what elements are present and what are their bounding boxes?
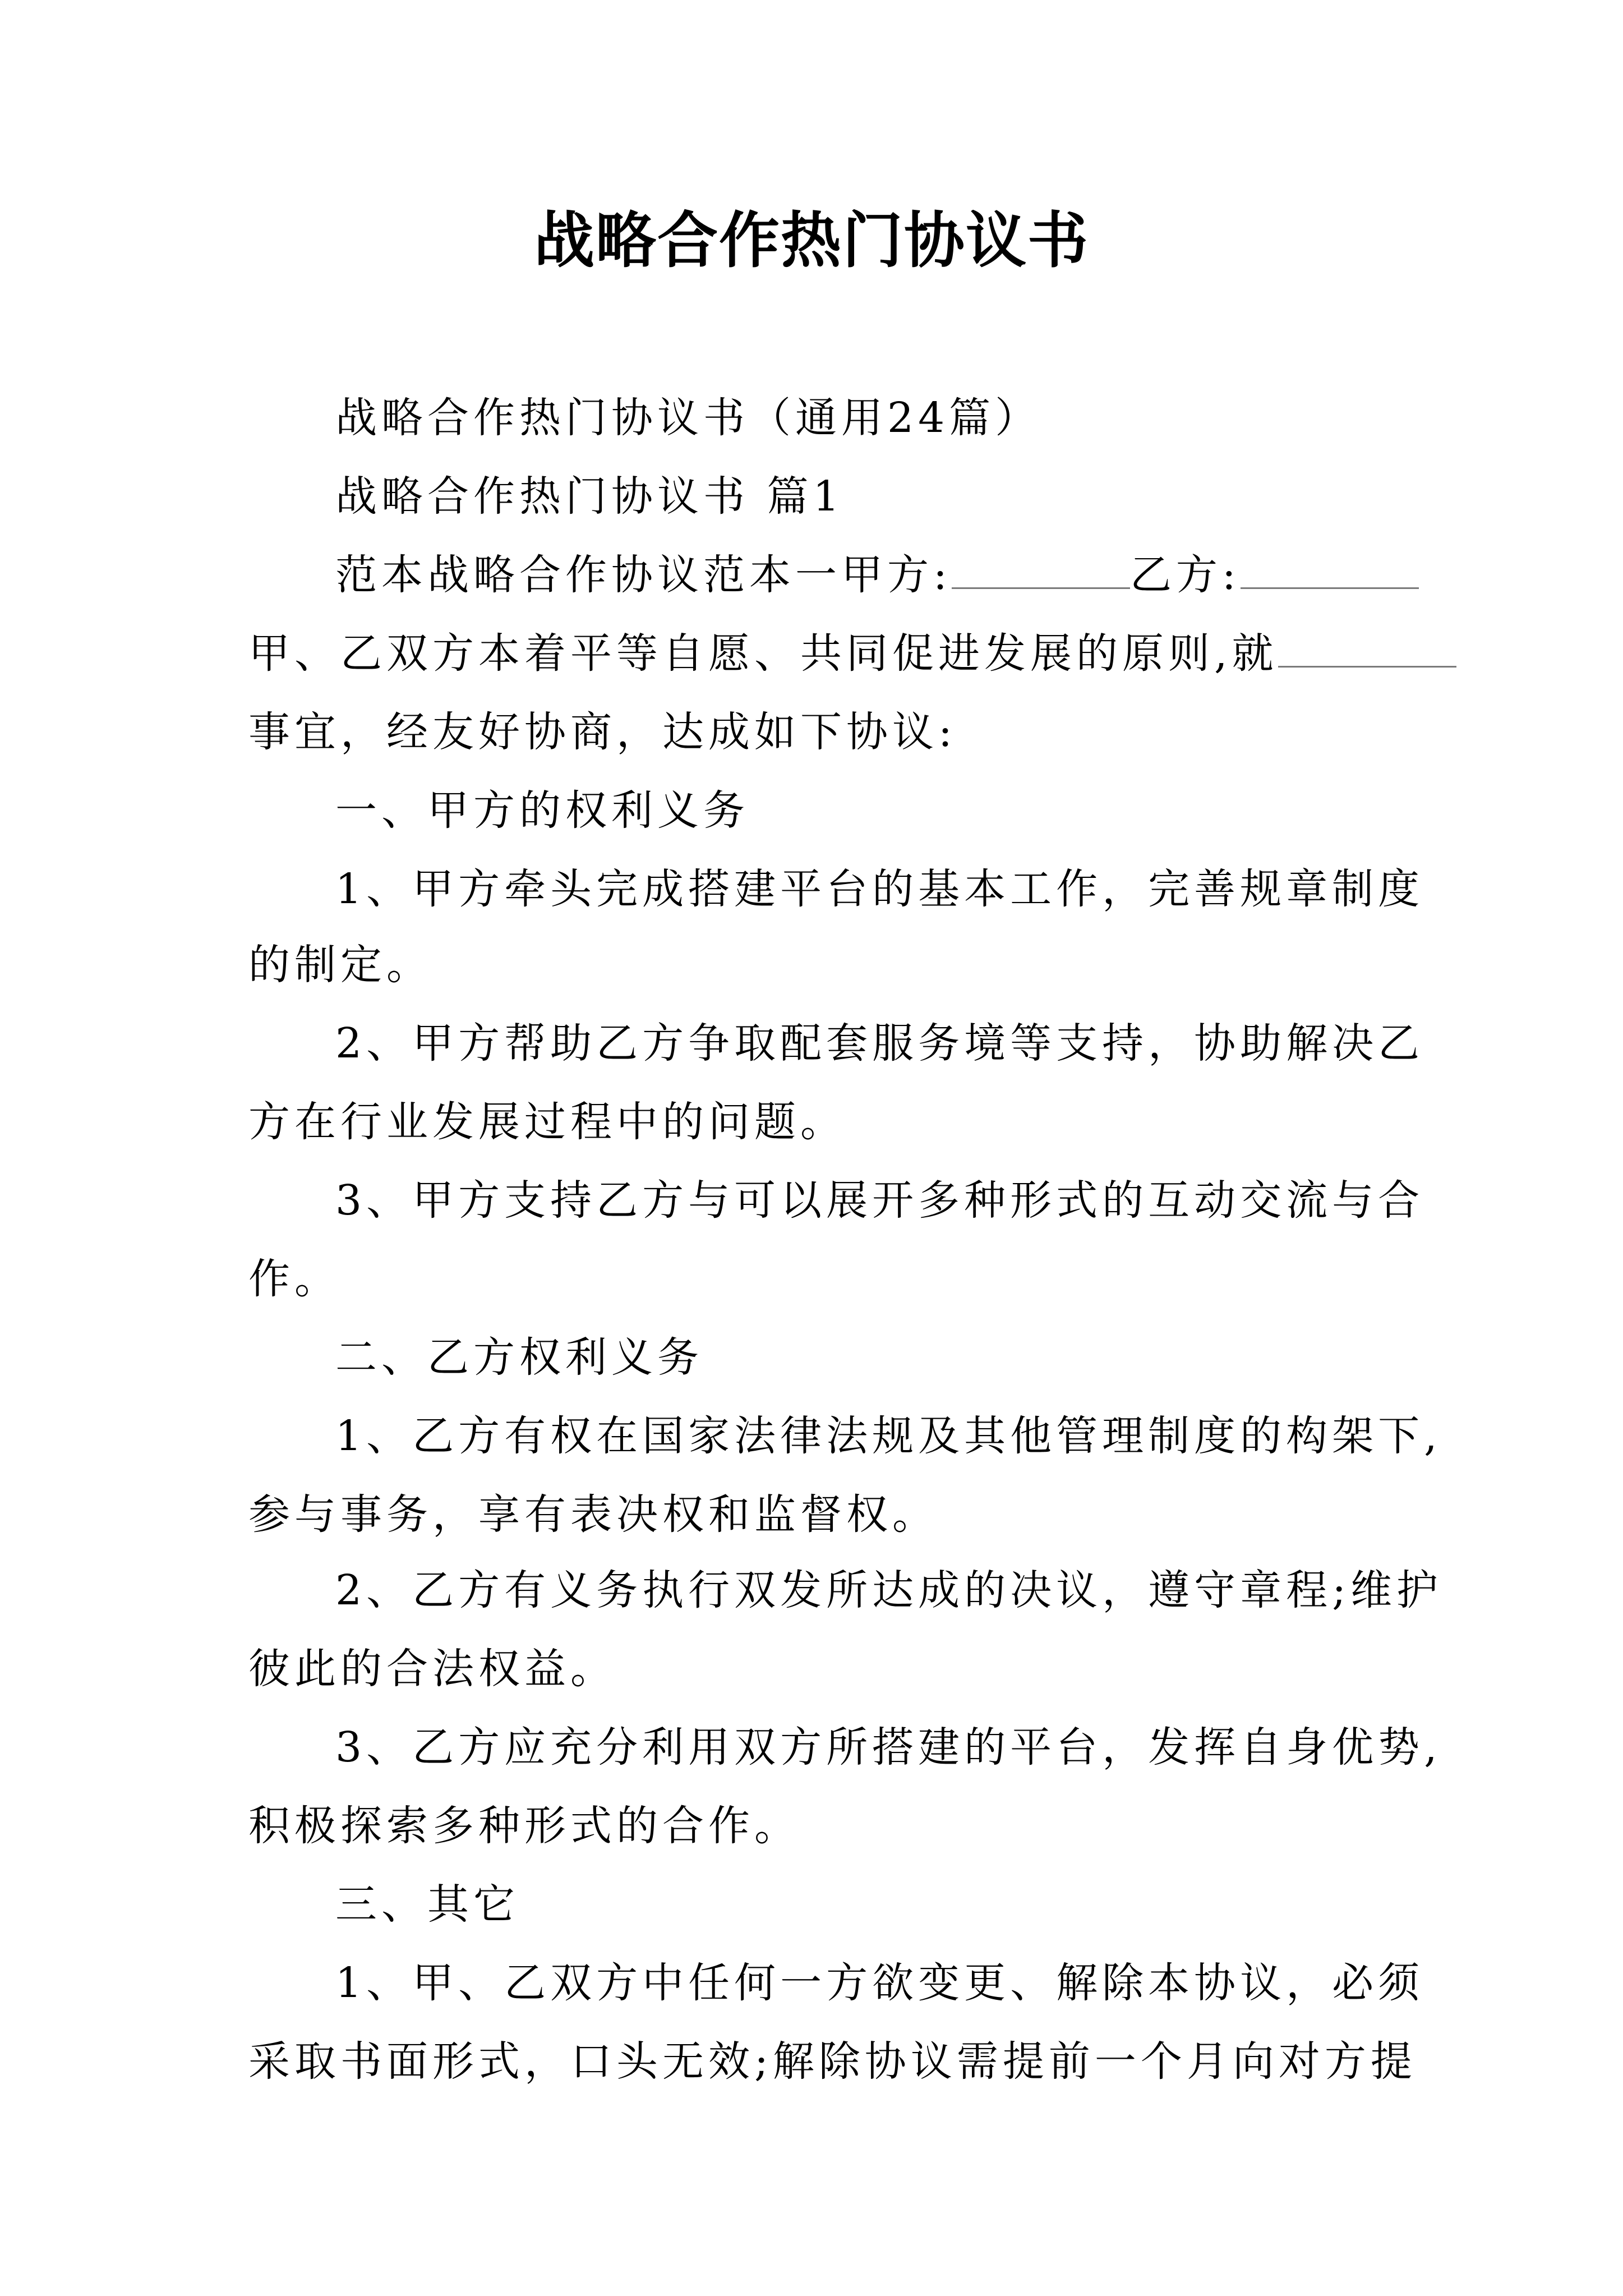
paragraph-line: 1、甲方牵头完成搭建平台的基本工作，完善规章制度: [335, 865, 1424, 913]
paragraph-line: 参与事务，享有表决权和监督权。: [248, 1490, 938, 1539]
paragraph-line: 采取书面形式，口头无效;解除协议需提前一个月向对方提: [248, 2037, 1417, 2086]
document-title: 战略合作热门协议书: [533, 206, 1089, 276]
section-heading: 三、其它: [335, 1880, 519, 1929]
paragraph-line: 1、甲、乙双方中任何一方欲变更、解除本协议，必须: [335, 1959, 1424, 2007]
paragraph-line: 2、甲方帮助乙方争取配套服务境等支持，协助解决乙: [335, 1019, 1424, 1068]
paragraph-line: 1、乙方有权在国家法律法规及其他管理制度的构架下,: [335, 1412, 1442, 1460]
section-heading: 战略合作热门协议书 篇1: [335, 472, 844, 521]
subtitle-line: 战略合作热门协议书（通用24篇）: [335, 394, 1041, 442]
paragraph-line: 方在行业发展过程中的问题。: [248, 1098, 846, 1146]
section-heading: 二、乙方权利义务: [335, 1333, 703, 1382]
section-heading: 一、甲方的权利义务: [335, 786, 749, 835]
paragraph-line: 彼此的合法权益。: [248, 1645, 616, 1693]
blank-underline: [1278, 632, 1456, 668]
paragraph-line: [248, 623, 1381, 684]
paragraph-line: 积极探索多种形式的合作。: [248, 1802, 800, 1850]
paragraph-text: 乙方:: [1129, 551, 1241, 599]
paragraph-line: 3、乙方应充分利用双方所搭建的平台，发挥自身优势,: [335, 1723, 1442, 1772]
paragraph-line: 3、甲方支持乙方与可以展开多种形式的互动交流与合: [335, 1176, 1424, 1225]
paragraph-line: 作。: [248, 1255, 340, 1303]
paragraph-line: 的制定。: [248, 941, 432, 989]
paragraph-text: 甲、乙双方本着平等自愿、共同促进发展的原则,就: [248, 629, 1278, 678]
paragraph-text: 范本战略合作协议范本一甲方:: [335, 551, 952, 599]
paragraph-line: 事宜，经友好协商，达成如下协议:: [248, 708, 957, 756]
paragraph-line: 2、乙方有义务执行双发所达成的决议，遵守章程;维护: [335, 1566, 1443, 1614]
blank-underline: [1241, 554, 1419, 589]
paragraph-line: [335, 544, 1381, 606]
blank-underline: [952, 554, 1130, 589]
